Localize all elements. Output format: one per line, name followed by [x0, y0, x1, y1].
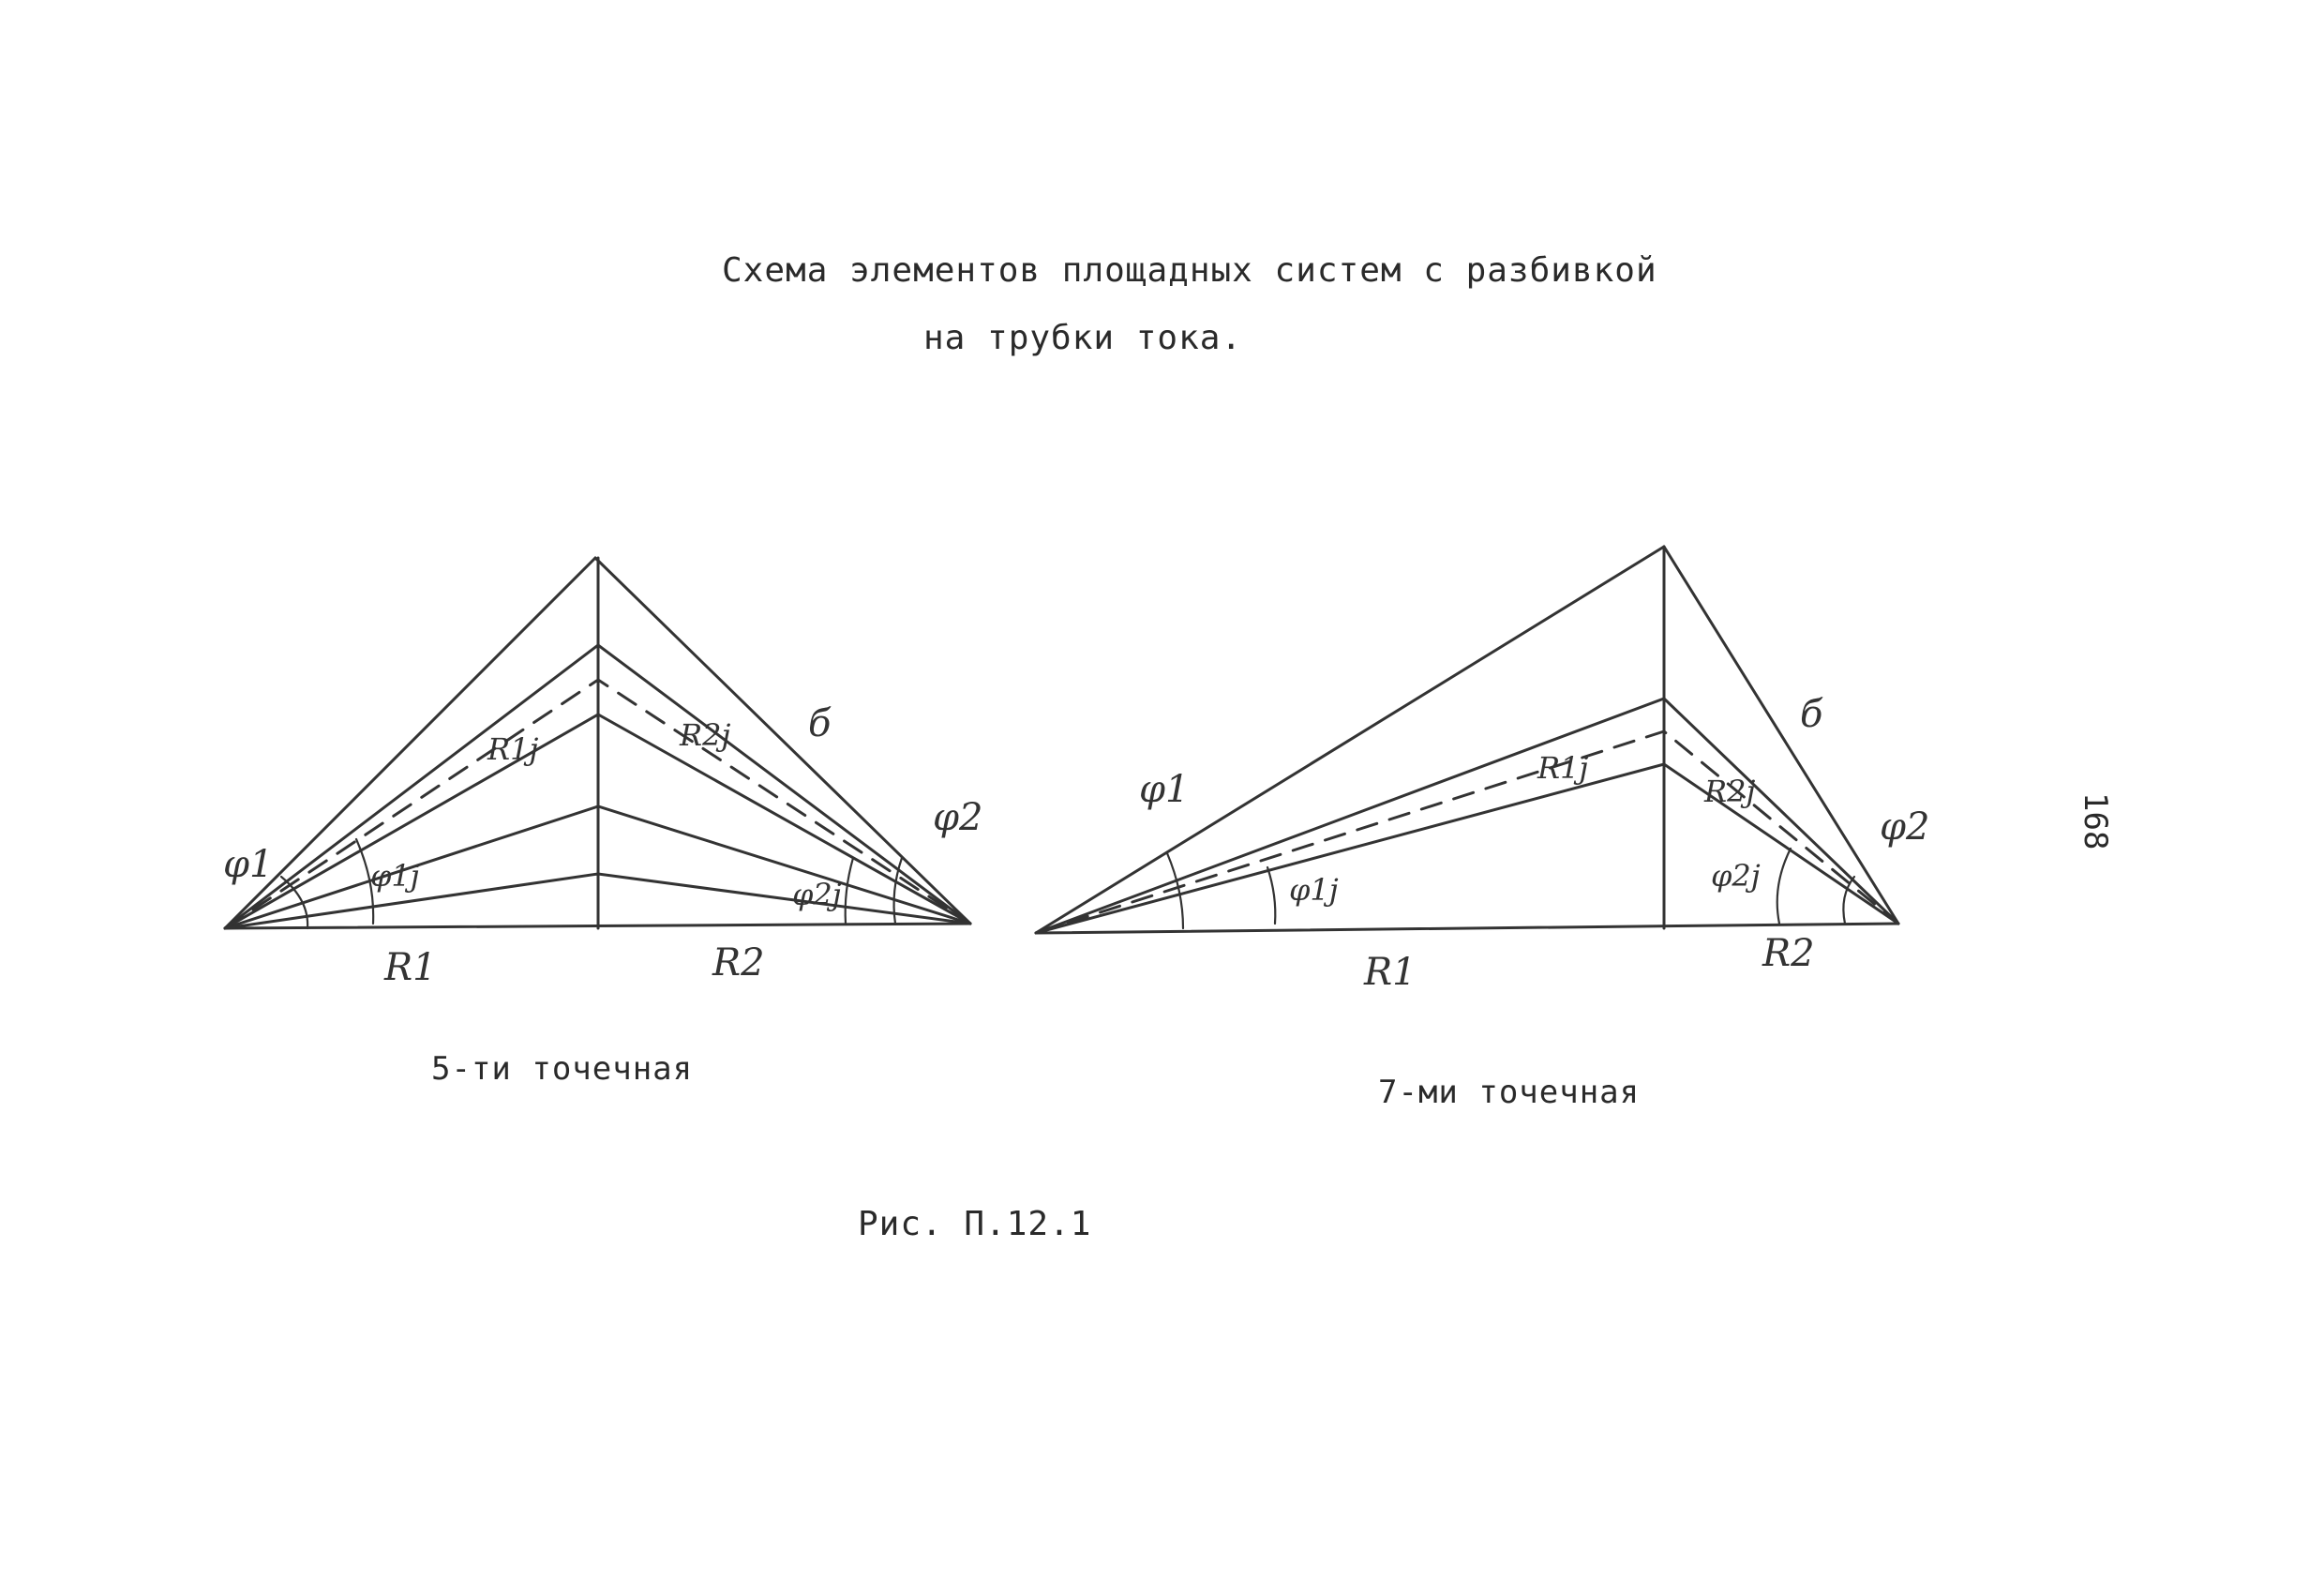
- caption-5-point: 5-ти точечная: [431, 1050, 694, 1088]
- fig1-label-phi1: φ1: [223, 843, 274, 886]
- fig1-label-sigma: б: [808, 702, 832, 745]
- fig1-phi2j-arc: [846, 858, 853, 924]
- page-number: 168: [2077, 792, 2114, 850]
- caption-7-point: 7-ми точечная: [1378, 1074, 1641, 1111]
- fig2-label-r1j: R1j: [1537, 750, 1589, 786]
- fig2-phi2-arc: [1843, 877, 1854, 924]
- fig2-label-r2j: R2j: [1704, 774, 1756, 809]
- fig1-label-r1j: R1j: [487, 731, 539, 767]
- figure-5-point: [223, 558, 982, 989]
- title-line-1: Схема элементов площадных систем с разбивкой: [722, 251, 1657, 290]
- fig2-label-r2: R2: [1762, 932, 1815, 975]
- fig2-left-edge: [1036, 547, 1664, 933]
- fig2-label-phi2j: φ2j: [1711, 858, 1761, 894]
- title-line-2: на трубки тока.: [923, 319, 1243, 357]
- fig1-label-phi2: φ2: [933, 796, 983, 839]
- fig1-label-phi2j: φ2j: [792, 877, 842, 912]
- fig2-tube-midline: [1036, 731, 1898, 933]
- fig2-right-edge: [1664, 547, 1898, 924]
- fig1-label-phi1j: φ1j: [370, 858, 420, 894]
- fig1-label-r2: R2: [712, 941, 765, 985]
- fig2-phi1j-arc: [1267, 867, 1275, 924]
- figure-number: Рис. П.12.1: [858, 1205, 1092, 1243]
- fig1-right-edge: [595, 558, 970, 924]
- fig1-label-r2j: R2j: [680, 717, 731, 753]
- fig2-label-sigma: б: [1800, 693, 1823, 736]
- fig1-label-r1: R1: [384, 946, 437, 989]
- fig2-label-phi1j: φ1j: [1289, 872, 1339, 908]
- fig2-label-phi2: φ2: [1880, 805, 1930, 849]
- figure-7-point: [1036, 547, 1929, 994]
- fig2-label-phi1: φ1: [1139, 768, 1190, 811]
- fig2-label-r1: R1: [1364, 951, 1417, 994]
- fig2-phi2j-arc: [1777, 849, 1791, 924]
